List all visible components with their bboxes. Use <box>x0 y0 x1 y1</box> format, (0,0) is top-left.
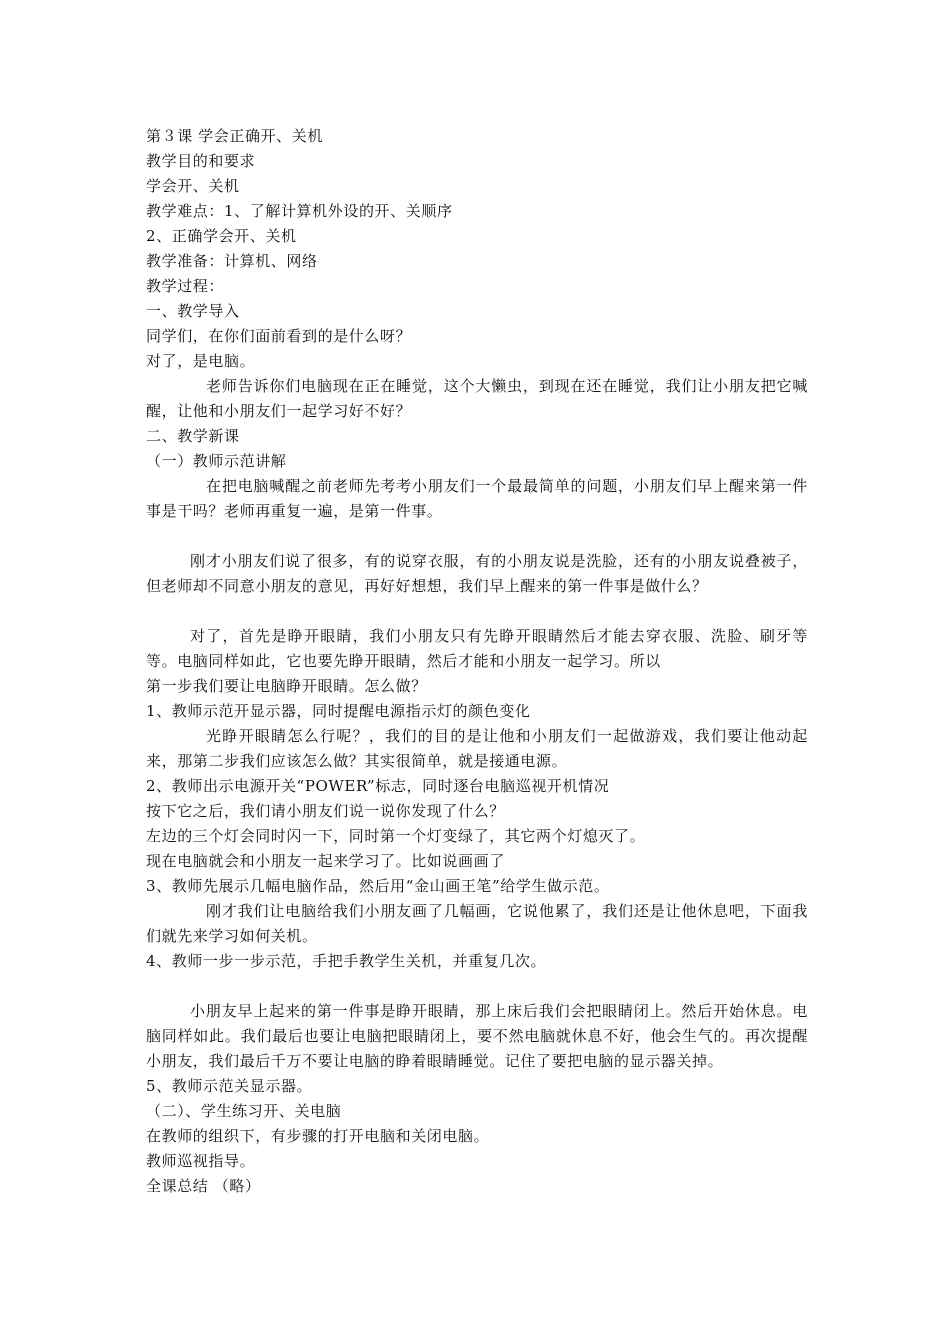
paragraph: 左边的三个灯会同时闪一下，同时第一个灯变绿了，其它两个灯熄灭了。 <box>146 827 646 845</box>
paragraph: 教学目的和要求 <box>146 152 256 170</box>
paragraph: 教学难点：1、了解计算机外设的开、关顺序 <box>146 202 453 220</box>
step-item: 2、教师出示电源开关“POWER”标志，同时逐台电脑巡视开机情况 <box>146 777 610 795</box>
paragraph: 教师巡视指导。 <box>146 1152 256 1170</box>
paragraph: 按下它之后，我们请小朋友们说一说你发现了什么？ <box>146 802 505 820</box>
paragraph: 教学准备：计算机、网络 <box>146 252 318 270</box>
paragraph: 全课总结 （略） <box>146 1177 261 1195</box>
paragraph: 在教师的组织下，有步骤的打开电脑和关闭电脑。 <box>146 1127 490 1145</box>
paragraph: 小朋友早上起来的第一件事是睁开眼睛，那上床后我们会把眼睛闭上。然后开始休息。电脑同样如此。我们最后也要让电脑把眼睛闭上，要不然电脑就休息不好，他会生气的。再次提醒小朋友，我们最后千万不要让电脑的睁着眼睛睡觉。记住了要把电脑的显示器关掉。 <box>146 1002 808 1070</box>
paragraph: 学会开、关机 <box>146 177 240 195</box>
paragraph: 刚才我们让电脑给我们小朋友画了几幅画，它说他累了，我们还是让他休息吧，下面我们就先来学习如何关机。 <box>146 902 808 945</box>
subsection-heading: （二）、学生练习开、关电脑 <box>146 1102 342 1120</box>
paragraph: 同学们，在你们面前看到的是什么呀？ <box>146 327 412 345</box>
paragraph: 刚才小朋友们说了很多，有的说穿衣服，有的小朋友说是洗脸，还有的小朋友说叠被子，但老师却不同意小朋友的意见，再好好想想，我们早上醒来的第一件事是做什么？ <box>146 552 808 595</box>
section-heading: 一、教学导入 <box>146 302 240 320</box>
step-item: 3、教师先展示几幅电脑作品，然后用“金山画王笔”给学生做示范。 <box>146 877 610 895</box>
paragraph: 对了，是电脑。 <box>146 352 256 370</box>
paragraph: 第一步我们要让电脑睁开眼睛。怎么做？ <box>146 677 427 695</box>
lesson-title: 第３课 学会正确开、关机 <box>146 127 323 145</box>
step-item: 5、教师示范关显示器。 <box>146 1077 313 1095</box>
document-body <box>146 124 808 1199</box>
paragraph: 2、正确学会开、关机 <box>146 227 297 245</box>
paragraph: 教学过程： <box>146 277 225 295</box>
paragraph: 现在电脑就会和小朋友一起来学习了。比如说画画了 <box>146 852 505 870</box>
section-heading: 二、教学新课 <box>146 427 240 445</box>
paragraph: 对了，首先是睁开眼睛，我们小朋友只有先睁开眼睛然后才能去穿衣服、洗脸、刷牙等等。电脑同样如此，它也要先睁开眼睛，然后才能和小朋友一起学习。所以 <box>146 627 808 670</box>
paragraph: 老师告诉你们电脑现在正在睡觉，这个大懒虫，到现在还在睡觉，我们让小朋友把它喊醒，让他和小朋友们一起学习好不好？ <box>146 377 808 420</box>
step-item: 1、教师示范开显示器，同时提醒电源指示灯的颜色变化 <box>146 702 531 720</box>
step-item: 4、教师一步一步示范，手把手教学生关机，并重复几次。 <box>146 952 547 970</box>
subsection-heading: （一）教师示范讲解 <box>146 452 287 470</box>
paragraph: 在把电脑喊醒之前老师先考考小朋友们一个最最简单的问题，小朋友们早上醒来第一件事是干吗？老师再重复一遍，是第一件事。 <box>146 477 808 520</box>
paragraph: 光睁开眼睛怎么行呢？，我们的目的是让他和小朋友们一起做游戏，我们要让他动起来，那第二步我们应该怎么做？其实很简单，就是接通电源。 <box>146 727 808 770</box>
